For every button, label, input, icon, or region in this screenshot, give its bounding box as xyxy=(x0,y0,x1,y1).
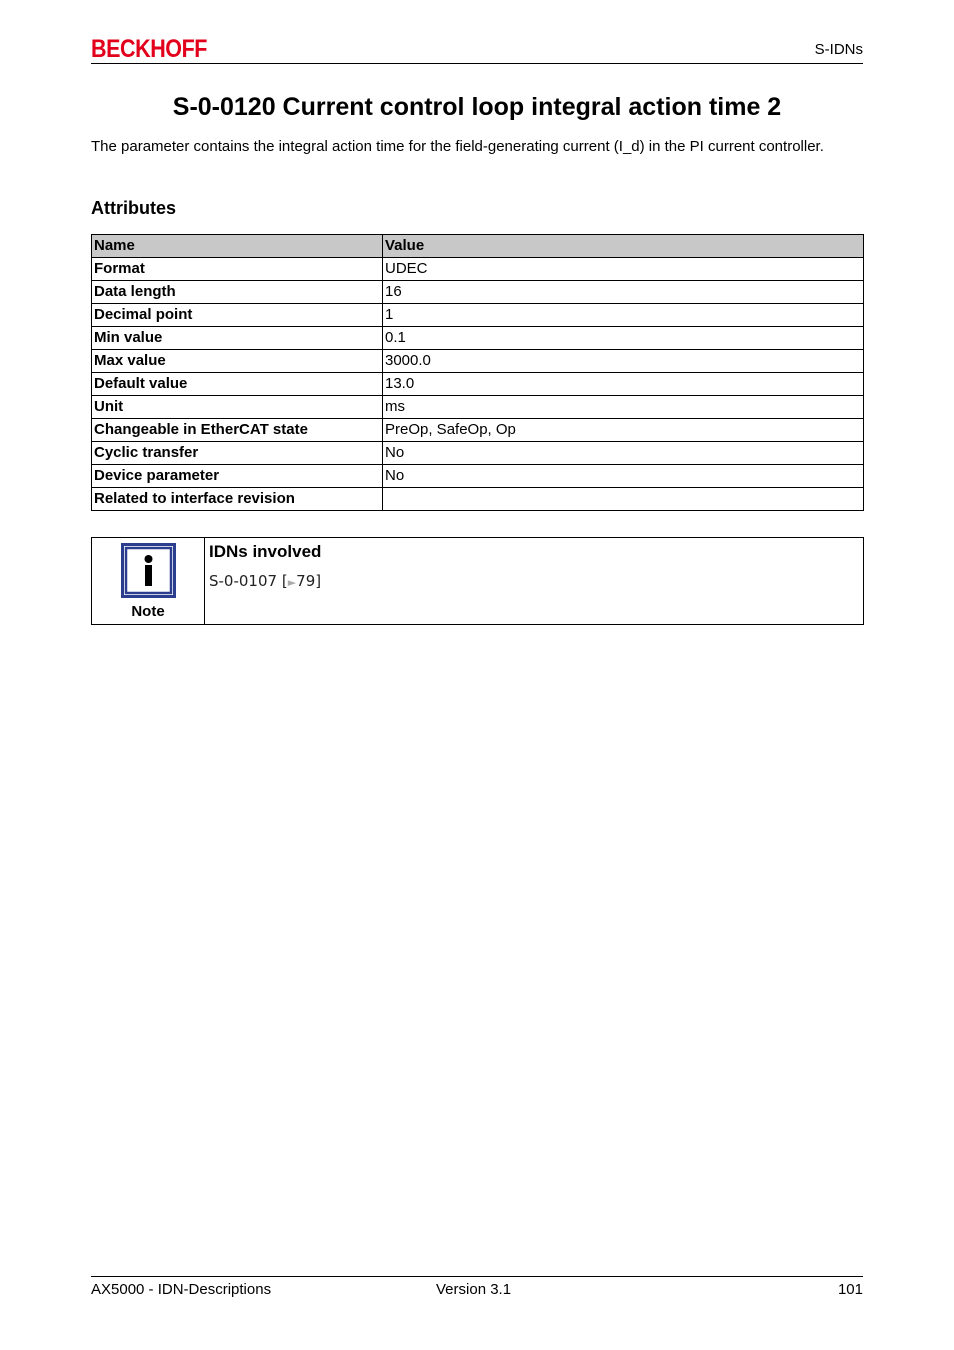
table-row xyxy=(92,488,864,511)
table-header-row xyxy=(92,235,864,258)
attr-value: PreOp, SafeOp, Op xyxy=(383,419,864,442)
note-box xyxy=(91,537,864,625)
attr-name: Min value xyxy=(92,327,383,350)
attr-value: 16 xyxy=(383,281,864,304)
attr-value: No xyxy=(383,465,864,488)
note-icon-panel xyxy=(92,538,205,624)
attr-value: ms xyxy=(383,396,864,419)
table-row xyxy=(92,373,864,396)
footer-page-number: 101 xyxy=(837,1281,863,1298)
page-title: S-0-0120 Current control loop integral action time 2 xyxy=(172,93,782,121)
page-arrow-icon: ► xyxy=(287,576,297,589)
footer-divider xyxy=(91,1276,863,1277)
header-divider xyxy=(91,63,863,64)
idn-link[interactable] xyxy=(209,572,321,590)
table-row xyxy=(92,258,864,281)
table-row xyxy=(92,442,864,465)
table-row xyxy=(92,396,864,419)
attr-value xyxy=(383,488,864,511)
attr-name: Cyclic transfer xyxy=(92,442,383,465)
beckhoff-logo: BECKHOFF xyxy=(91,35,208,63)
attr-name: Device parameter xyxy=(92,465,383,488)
table-header-value: Value xyxy=(383,235,864,258)
intro-paragraph: The parameter contains the integral action time for the field-generating current (I_d) in the PI current controller. xyxy=(91,138,824,155)
info-icon xyxy=(121,543,176,598)
attr-value: UDEC xyxy=(383,258,864,281)
attr-name: Max value xyxy=(92,350,383,373)
footer-document-name: AX5000 - IDN-Descriptions xyxy=(91,1281,272,1298)
table-row xyxy=(92,350,864,373)
attr-name: Default value xyxy=(92,373,383,396)
section-label: S-IDNs xyxy=(814,41,863,58)
attr-name: Changeable in EtherCAT state xyxy=(92,419,383,442)
attr-name: Related to interface revision xyxy=(92,488,383,511)
table-header-name: Name xyxy=(92,235,383,258)
table-row xyxy=(92,304,864,327)
attr-name: Data length xyxy=(92,281,383,304)
table-row xyxy=(92,419,864,442)
attr-value: 1 xyxy=(383,304,864,327)
note-content xyxy=(205,538,863,624)
table-row xyxy=(92,281,864,304)
footer-version: Version 3.1 xyxy=(436,1281,512,1298)
attr-value: No xyxy=(383,442,864,465)
attr-name: Format xyxy=(92,258,383,281)
idn-link-text[interactable]: S-0-0107 [ xyxy=(209,572,288,590)
idn-link-page[interactable]: 79] xyxy=(296,572,322,590)
attributes-heading: Attributes xyxy=(91,198,176,218)
table-row xyxy=(92,327,864,350)
table-row xyxy=(92,465,864,488)
note-title: IDNs involved xyxy=(209,542,322,561)
attr-name: Unit xyxy=(92,396,383,419)
attr-value: 3000.0 xyxy=(383,350,864,373)
attributes-table xyxy=(91,234,864,511)
attr-value: 0.1 xyxy=(383,327,864,350)
attr-name: Decimal point xyxy=(92,304,383,327)
attr-value: 13.0 xyxy=(383,373,864,396)
note-label: Note xyxy=(131,603,165,620)
